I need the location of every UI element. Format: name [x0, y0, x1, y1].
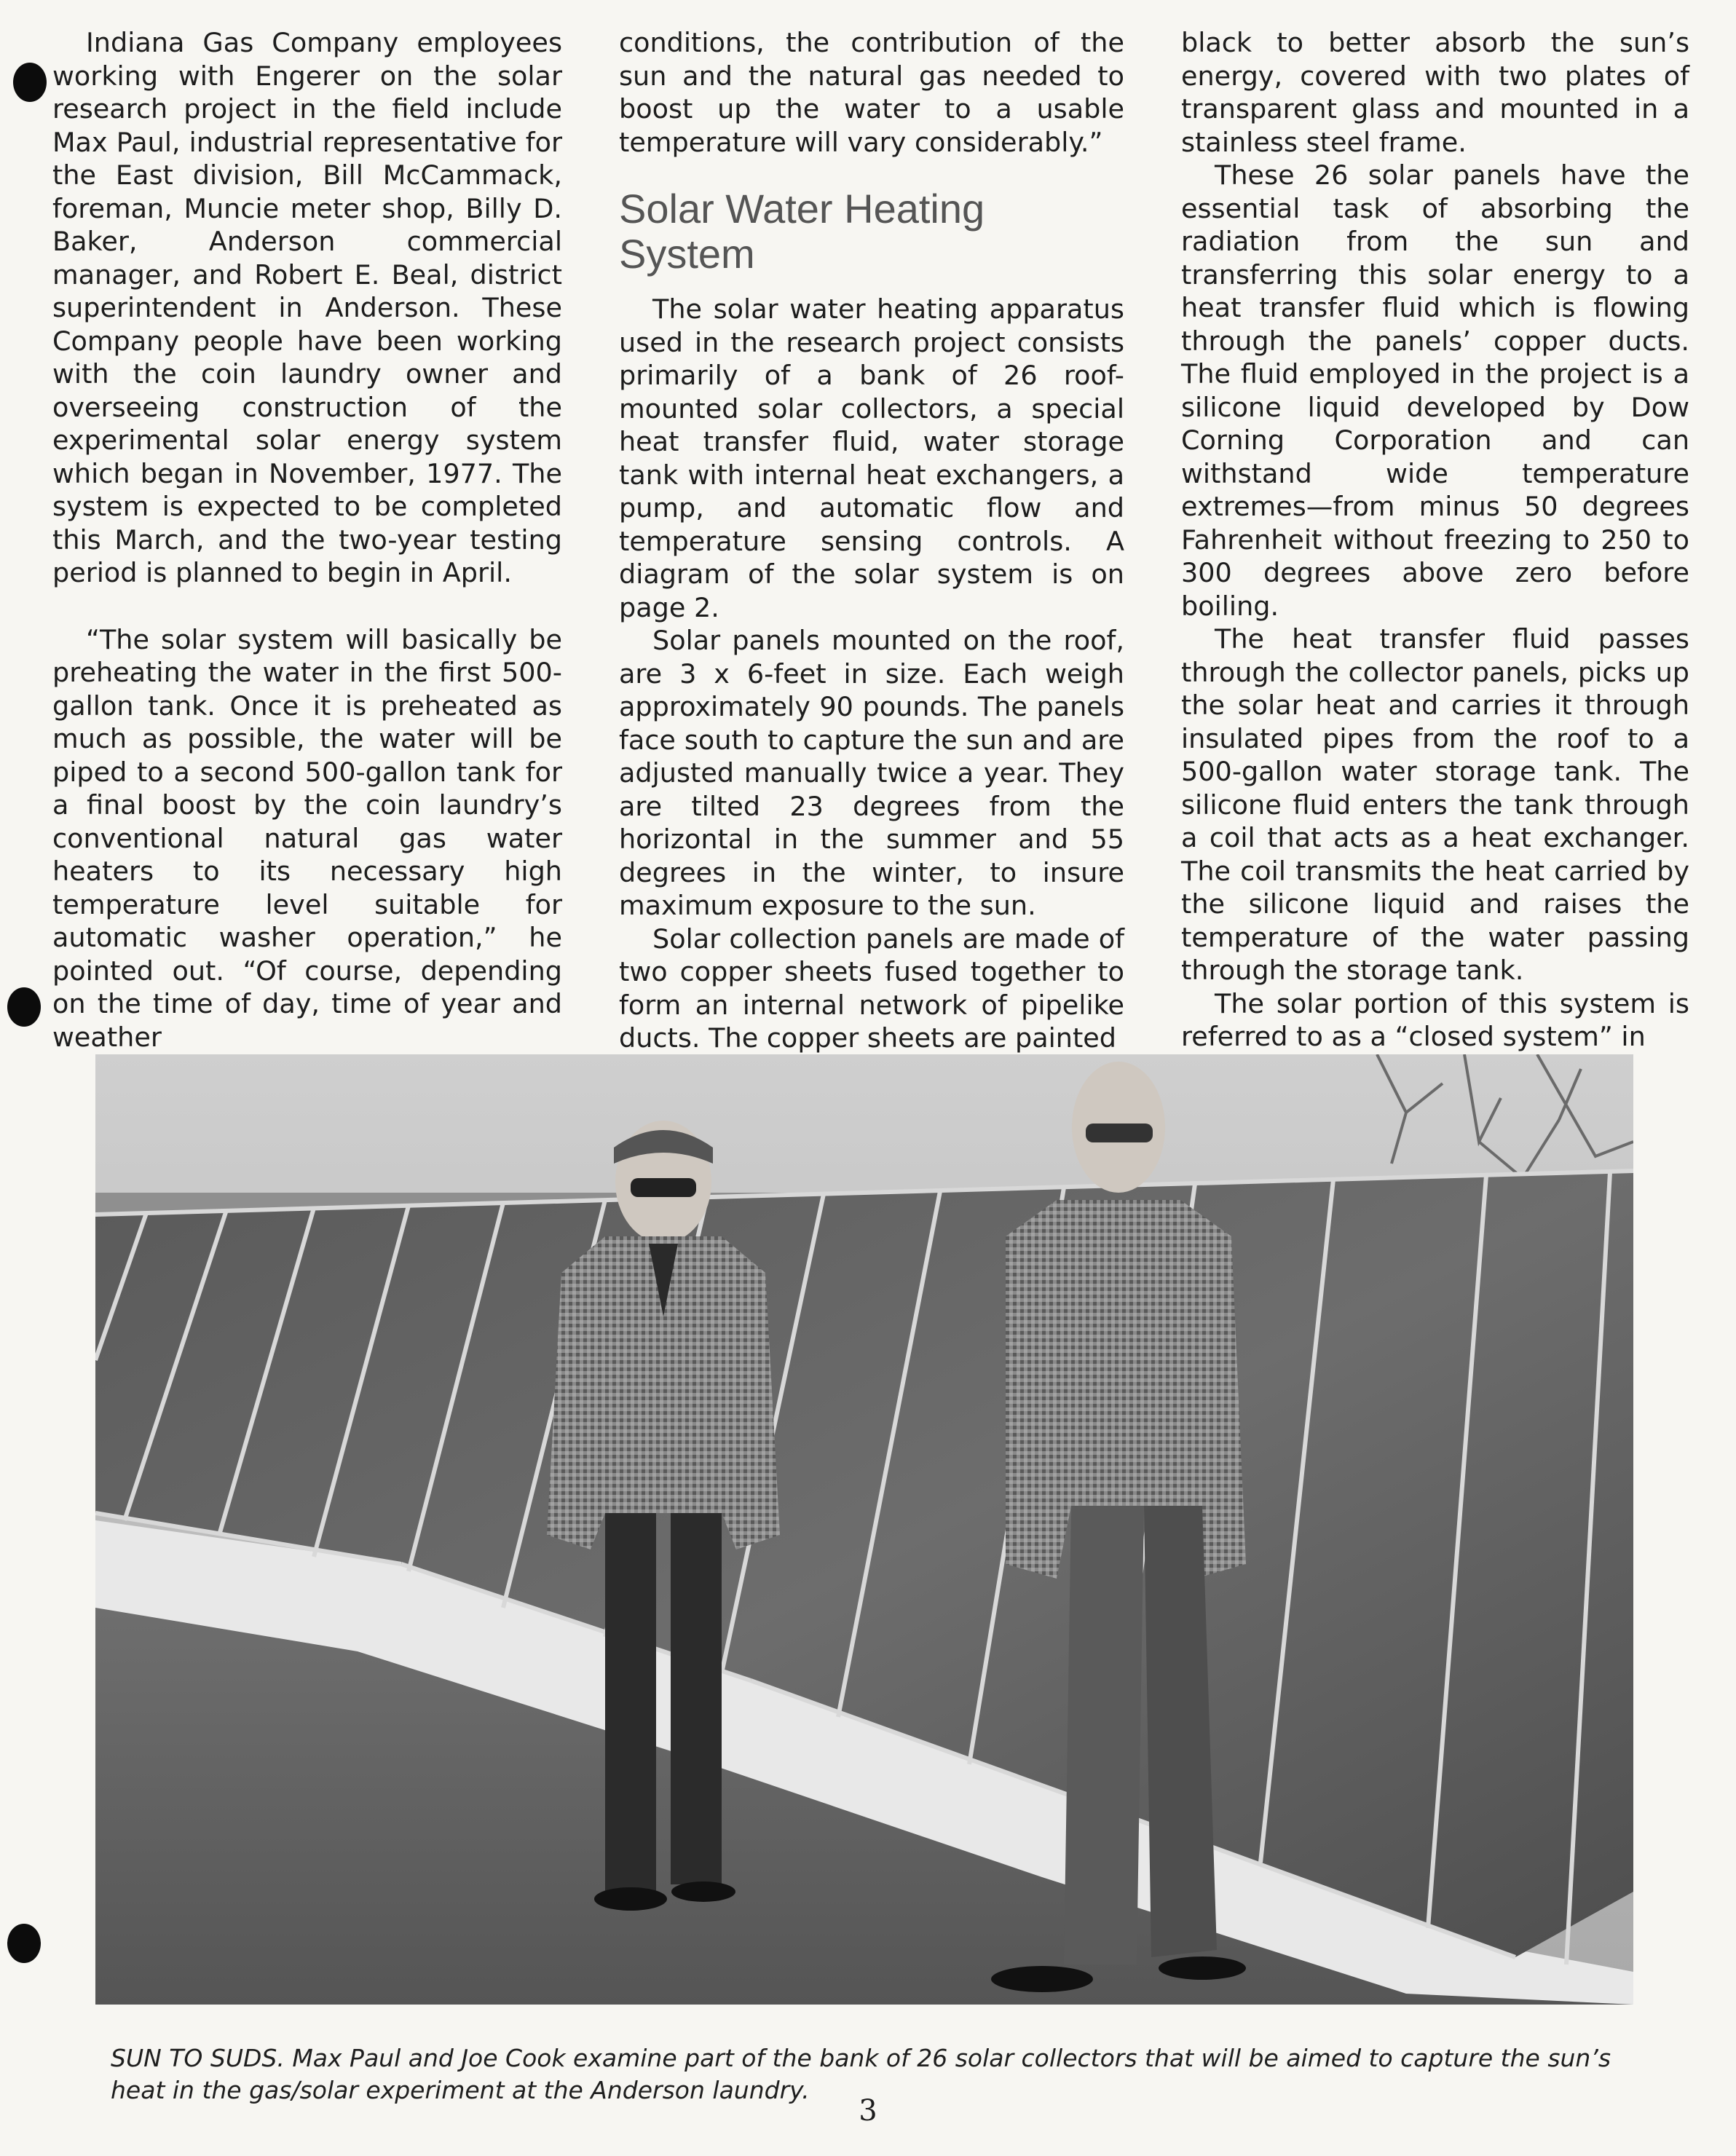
article-column-2: [619, 26, 1124, 1055]
photo-caption: SUN TO SUDS. Max Paul and Joe Cook examine part of the bank of 26 solar collectors that will be aimed to capture the sun’s heat in the gas/solar experiment at the Anderson laundry.: [111, 2044, 1611, 2104]
article-column-1: [52, 26, 562, 1054]
article-column-3: [1181, 26, 1689, 1086]
paragraph: black to better absorb the sun’s energy, covered with two plates of transparent glass and mounted in a stainless steel frame.: [1181, 27, 1689, 158]
binder-hole-top: [13, 63, 47, 102]
solar-collectors-photo: [95, 1054, 1633, 2005]
paragraph: Solar panels mounted on the roof, are 3 x 6-feet in size. Each weigh approximately 90 pounds. The panels face south to capture the sun and are adjusted manually twice a year. They are tilted 23 degrees from the horizontal in the summer and 55 degrees in the winter, to insure maximum exposure to the sun.: [619, 625, 1124, 921]
paragraph: The solar water heating apparatus used in the research project consists primarily of a bank of 26 roof-mounted solar collectors, a special heat transfer fluid, water storage tank with internal heat exchangers, a pump, and automatic flow and temperature sensing controls. A diagram of the solar system is on page 2.: [619, 293, 1124, 623]
binder-hole-bottom: [7, 1924, 41, 1963]
photo-illustration: [95, 1054, 1633, 2005]
paragraph: Solar collection panels are made of two copper sheets fused together to form an internal network of pipelike ducts. The copper sheets are painted: [619, 923, 1124, 1054]
section-heading: Solar Water Heating System: [619, 186, 985, 277]
paragraph: “The solar system will basically be preheating the water in the first 500-gallon tank. Once it is preheated as much as possible, the water will be piped to a second 500-gallon tank for a final boost by the coin laundry’s conventional natural gas water heaters to its necessary high temperature level suitable for automatic washer operation,” he pointed out. “Of course, depending on the time of day, time of year and weather: [52, 623, 562, 1053]
paragraph: Indiana Gas Company employees working with Engerer on the solar research project in the field include Max Paul, industrial representative for the East division, Bill McCammack, foreman, Muncie meter shop, Billy D. Baker, Anderson commercial manager, and Robert E. Beal, district superintendent in Anderson. These Company people have been working with the coin laundry owner and overseeing construction of the experimental solar energy system which began in November, 1977. The system is expected to be completed this March, and the two-year testing period is planned to begin in April.: [52, 27, 562, 588]
paragraph: These 26 solar panels have the essential task of absorbing the radiation from the sun and transferring this solar energy to a heat transfer fluid which is flowing through the panels’ copper ducts. The fluid employed in the project is a silicone liquid developed by Dow Corning Corporation and can withstand wide temperature extremes—from minus 50 degrees Fahrenheit without freezing to 250 to 300 degrees above zero before boiling.: [1181, 159, 1689, 622]
page-number: 3: [859, 2094, 877, 2128]
paragraph: conditions, the contribution of the sun and the natural gas needed to boost up the water to a usable temperature will vary considerably.”: [619, 27, 1124, 158]
paragraph: The heat transfer fluid passes through the collector panels, picks up the solar heat and carries it through insulated pipes from the roof to a 500-gallon water storage tank. The silicone fluid enters the tank through a coil that acts as a heat exchanger. The coil transmits the heat carried by the silicone liquid and raises the temperature of the water passing through the storage tank.: [1181, 623, 1689, 986]
paragraph: The solar portion of this system is referred to as a “closed system” in: [1181, 987, 1689, 1052]
binder-hole-middle: [7, 987, 41, 1027]
